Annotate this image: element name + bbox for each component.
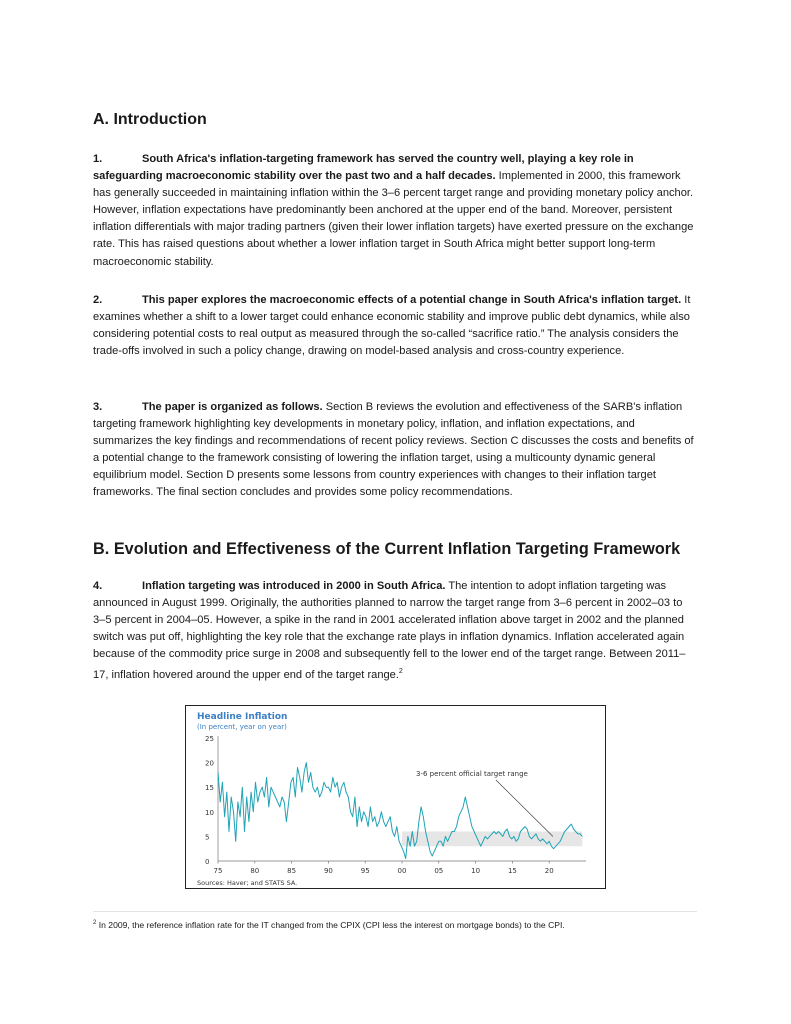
paragraph-number: 3. xyxy=(93,401,103,413)
paragraph-lead: Inflation targeting was introduced in 2000 in South Africa. xyxy=(142,580,446,592)
chart-source: Sources: Haver; and STATS SA. xyxy=(197,879,298,887)
x-tick-label: 00 xyxy=(397,867,407,875)
chart-title: Headline Inflation xyxy=(197,712,288,722)
paragraph-3 xyxy=(93,399,697,502)
section-b-heading: B. Evolution and Effectiveness of the Current Inflation Targeting Framework xyxy=(93,540,681,558)
paragraph-number: 1. xyxy=(93,153,103,165)
paragraph-body: It examines whether a shift to a lower target could enhance economic stability and improve public debt dynamics, while also considering potential costs to real output as measured through the so-called “sacrifice ratio.” The analysis considers the trade-offs involved in such a policy change, drawing on model-based analysis and cross-country experience. xyxy=(93,294,691,358)
footnote-text: In 2009, the reference inflation rate for the IT changed from the CPIX (CPI less the interest on mortgage bonds) to the CPI. xyxy=(98,920,565,930)
x-tick-label: 80 xyxy=(250,867,260,875)
paragraph-number: 4. xyxy=(93,580,103,592)
paragraph-body: Implemented in 2000, this framework has generally succeeded in maintaining inflation within the 3–6 percent target range and providing monetary policy anchor. However, inflation expectations have predominantly been anchored at the upper end of the band. Moreover, persistent inflation differentials with major trading partners (given their lower inflation targets) have exerted pressure on the exchange rate. This has raised questions about whether a lower inflation target in South Africa might better support long-term macroeconomic stability. xyxy=(93,170,694,268)
footnote-reference[interactable]: 2 xyxy=(398,668,403,676)
section-a-heading: A. Introduction xyxy=(93,111,207,128)
paragraph-lead: The paper is organized as follows. xyxy=(142,401,323,413)
paragraph-number: 2. xyxy=(93,294,103,306)
footnote-number: 2 xyxy=(93,920,97,926)
x-tick-label: 95 xyxy=(360,867,370,875)
y-tick-label: 0 xyxy=(205,858,210,866)
target-range-annotation: 3-6 percent official target range xyxy=(416,770,528,778)
paragraph-body: Section B reviews the evolution and effectiveness of the SARB's inflation targeting framework highlighting key developments in monetary policy, inflation, and inflation expectations, and summarizes the key findings and recommendations of recent policy reviews. Section C discusses the costs and benefits of a potential change to the framework consisting of lowering the inflation target, using a multicounty dynamic general equilibrium model. Section D presents some lessons from country experiences with changes to their inflation target frameworks. The final section concludes and provides some policy recommendations. xyxy=(93,401,694,499)
x-tick-label: 05 xyxy=(434,867,444,875)
paragraph-4 xyxy=(93,578,697,685)
paragraph-lead: This paper explores the macroeconomic effects of a potential change in South Africa's inflation target. xyxy=(142,294,682,306)
footnote-divider xyxy=(93,911,697,912)
y-tick-label: 20 xyxy=(205,759,214,768)
x-tick-label: 90 xyxy=(323,867,333,875)
paragraph-lead: South Africa's inflation-targeting framework has served the country well, playing a key role in safeguarding macroeconomic stability over the past two and a half decades. xyxy=(93,153,634,183)
y-tick-label: 25 xyxy=(205,735,214,743)
x-tick-label: 20 xyxy=(544,867,554,875)
annotation-pointer xyxy=(496,780,553,836)
chart-canvas xyxy=(186,706,605,888)
footnote xyxy=(93,917,703,931)
chart-subtitle: (In percent, year on year) xyxy=(197,723,287,731)
headline-inflation-chart xyxy=(185,705,606,889)
x-tick-label: 85 xyxy=(287,867,297,875)
paragraph-2 xyxy=(93,292,697,360)
paragraph-body: The intention to adopt inflation targeting was announced in August 1999. Originally, the authorities planned to narrow the target range from 3–6 percent in 2002–03 to 3–5 percent in 2004–05. However, a spike in the rand in 2001 accelerated inflation above target in 2002 and the planned switch was put off, highlighting the key role that the exchange rate plays in inflation dynamics. Inflation accelerated again because of the commodity price surge in 2008 and subsequently fell to the lower end of the target range. Between 2011–17, inflation hovered around the upper end of the target range. xyxy=(93,580,686,682)
y-tick-label: 10 xyxy=(205,808,214,817)
x-tick-label: 75 xyxy=(213,867,223,875)
x-tick-label: 15 xyxy=(507,867,517,875)
y-tick-label: 15 xyxy=(205,784,214,793)
y-tick-label: 5 xyxy=(205,833,210,842)
x-tick-label: 10 xyxy=(471,867,481,875)
paragraph-1 xyxy=(93,151,697,271)
